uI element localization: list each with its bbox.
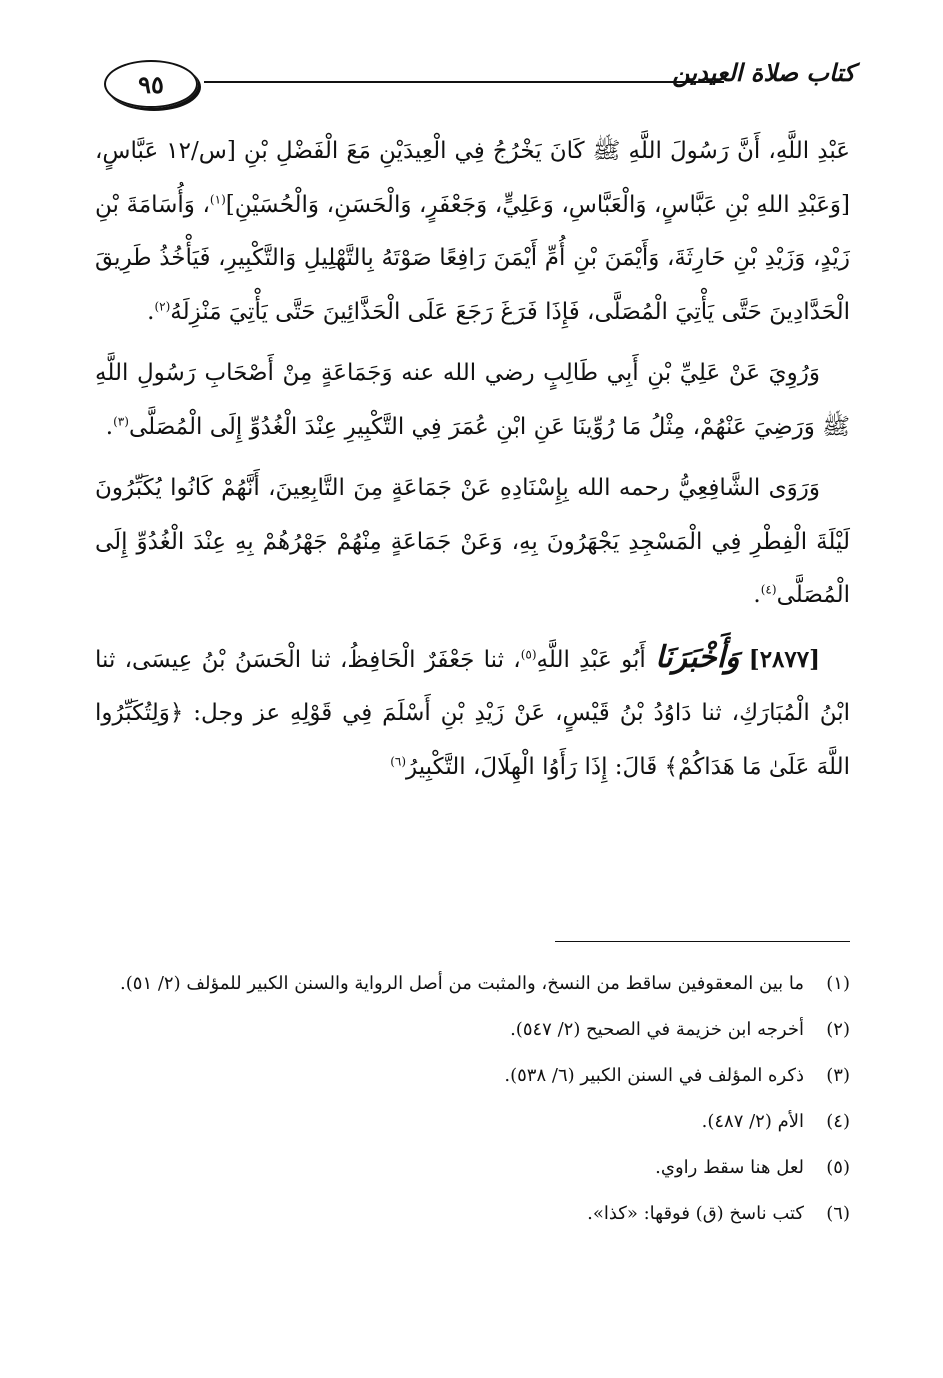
main-text (95, 125, 850, 794)
footnote-ref[interactable]: (٢) (154, 298, 171, 313)
footnote-ref[interactable]: (١) (209, 191, 226, 206)
footnote-item (95, 1150, 850, 1186)
header-rule (204, 81, 724, 83)
footnote-number: (١) (826, 973, 850, 994)
footnote-item (95, 1104, 850, 1140)
footnote-ref[interactable]: (٣) (113, 413, 129, 428)
footnote-text: لعل هنا سقط راوي. (655, 1157, 804, 1178)
footnote-number: (٥) (826, 1157, 850, 1178)
footnote-text: كتب ناسخ (ق) فوقها: «كذا». (587, 1203, 804, 1224)
text-line: عَبَّاسٍ، [وَعَبْدِ اللهِ بْنِ عَبَّاسٍ، وَالْعَبَّاسِ، وَعَلِيٍّ، وَجَعْفَرٍ، وَالْحَسَنِ، (95, 138, 850, 218)
footnote-ref[interactable]: (٦) (390, 753, 407, 768)
text-line: ، ثنا جَعْفَرٌ الْحَافِظُ، ثنا الْحَسَنُ بْنُ عِيسَى، (124, 646, 521, 673)
footnote-number: (٣) (826, 1065, 850, 1086)
page-number: ٩٥ (104, 60, 198, 108)
paragraph-4 (95, 631, 850, 795)
footnote-text: ذكره المؤلف في السنن الكبير (٦/ ٥٣٨). (504, 1065, 804, 1086)
text-line: يُكَبِّرُونَ لَيْلَةَ الْفِطْرِ فِي الْمَسْجِدِ يَجْهَرُونَ بِهِ، وَعَنْ جَمَاعَةٍ مِنْهُمْ جَهْرُهُمْ بِهِ (95, 475, 850, 555)
footnote-item (95, 1058, 850, 1094)
footnote-number: (٤) (826, 1111, 850, 1132)
paragraph-1 (95, 125, 850, 339)
footnote-item (95, 966, 850, 1002)
footnote-text: ما بين المعقوفين ساقط من النسخ، والمثبت من أصل الرواية والسنن الكبير للمؤلف (٢/ ٥١). (120, 973, 804, 994)
text-line: صَوْتَهُ بِالتَّهْلِيلِ وَالتَّكْبِيرِ، فَيَأْخُذُ طَرِيقَ الْحَدَّادِينَ حَتَّى يَأْتِيَ الْمُصَلَّى، فَإِذَا فَرَغَ (95, 245, 850, 325)
text-line: وَالْحُسَيْنِ] (225, 191, 320, 218)
text-line: رَجَعَ عَلَى الْحَذَّائِينَ حَتَّى يَأْتِيَ مَنْزِلَهُ (170, 298, 494, 325)
text-line: وَرَوَى الشَّافِعِيُّ رحمه الله بِإِسْنَادِهِ عَنْ جَمَاعَةٍ مِنَ التَّابِعِينَ، أَنَّهُمْ كَانُوا (170, 475, 820, 501)
footnotes (95, 966, 850, 1242)
footnote-ref[interactable]: (٥) (520, 646, 537, 661)
lead-word: وَأَخْبَرَنَا (655, 639, 740, 675)
footnote-number: (٦) (826, 1203, 850, 1224)
footnote-item (95, 1196, 850, 1232)
text-line: عَبْدِ اللَّهِ، أَنَّ رَسُولَ اللَّهِ ﷺ كَانَ يَخْرُجُ فِي الْعِيدَيْنِ مَعَ الْفَضْلِ بْنِ [س/١٢ (166, 138, 851, 164)
footnote-ref[interactable]: (٤) (760, 582, 777, 597)
punctuation: . (105, 413, 114, 440)
punctuation: . (147, 298, 155, 325)
text-line: أَبُو عَبْدِ اللَّهِ (536, 646, 646, 673)
footnote-text: أخرجه ابن خزيمة في الصحيح (٢/ ٥٤٧). (510, 1019, 804, 1040)
text-line: عِنْدَ الْغُدُوِّ إِلَى الْمُصَلَّى (95, 528, 850, 608)
footnote-text: الأم (٢/ ٤٨٧). (701, 1111, 804, 1132)
quran-verse-line: ﴿وَلِتُكَبِّرُوا اللَّهَ عَلَىٰ مَا هَدَاكُمْ﴾ قَالَ: إِذَا رَأَوُا الْهِلَالَ، التَّكْبِيرُ (95, 700, 850, 780)
paragraph-3 (95, 462, 850, 623)
footnote-item (95, 1012, 850, 1048)
punctuation: . (753, 582, 761, 608)
text-line: وَرُوِيَ عَنْ عَلِيِّ بْنِ أَبِي طَالِبٍ رضي الله عنه وَجَمَاعَةٍ مِنْ أَصْحَابِ رَسُولِ اللَّهِ (95, 360, 820, 386)
paragraph-2 (95, 347, 850, 454)
chapter-title: كتاب صلاة العيدين (672, 58, 855, 87)
page-header (100, 52, 855, 112)
text-line: الْمُصَلَّى (128, 413, 203, 440)
footnote-separator (555, 941, 850, 942)
text-line: ثنا ابْنُ الْمُبَارَكِ، ثنا دَاوُدُ بْنُ قَيْسٍ، عَنْ زَيْدِ بْنِ أَسْلَمَ فِي قَوْلِهِ عز وجل: (95, 646, 850, 726)
hadith-number: [٢٨٧٧] (748, 645, 820, 673)
text-line: ، وَأُسَامَةَ بْنِ زَيْدٍ، وَزَيْدِ بْنِ حَارِثَةَ، وَأَيْمَنَ بْنِ أُمِّ أَيْمَنَ رَافِعًا (95, 191, 851, 271)
footnote-number: (٢) (826, 1019, 850, 1040)
text-line: ﷺ وَرَضِيَ عَنْهُمْ، مِثْلُ مَا رُوِّينَا عَنِ ابْنِ عُمَرَ فِي التَّكْبِيرِ عِنْدَ الْغُدُوِّ إِلَى (209, 413, 850, 440)
